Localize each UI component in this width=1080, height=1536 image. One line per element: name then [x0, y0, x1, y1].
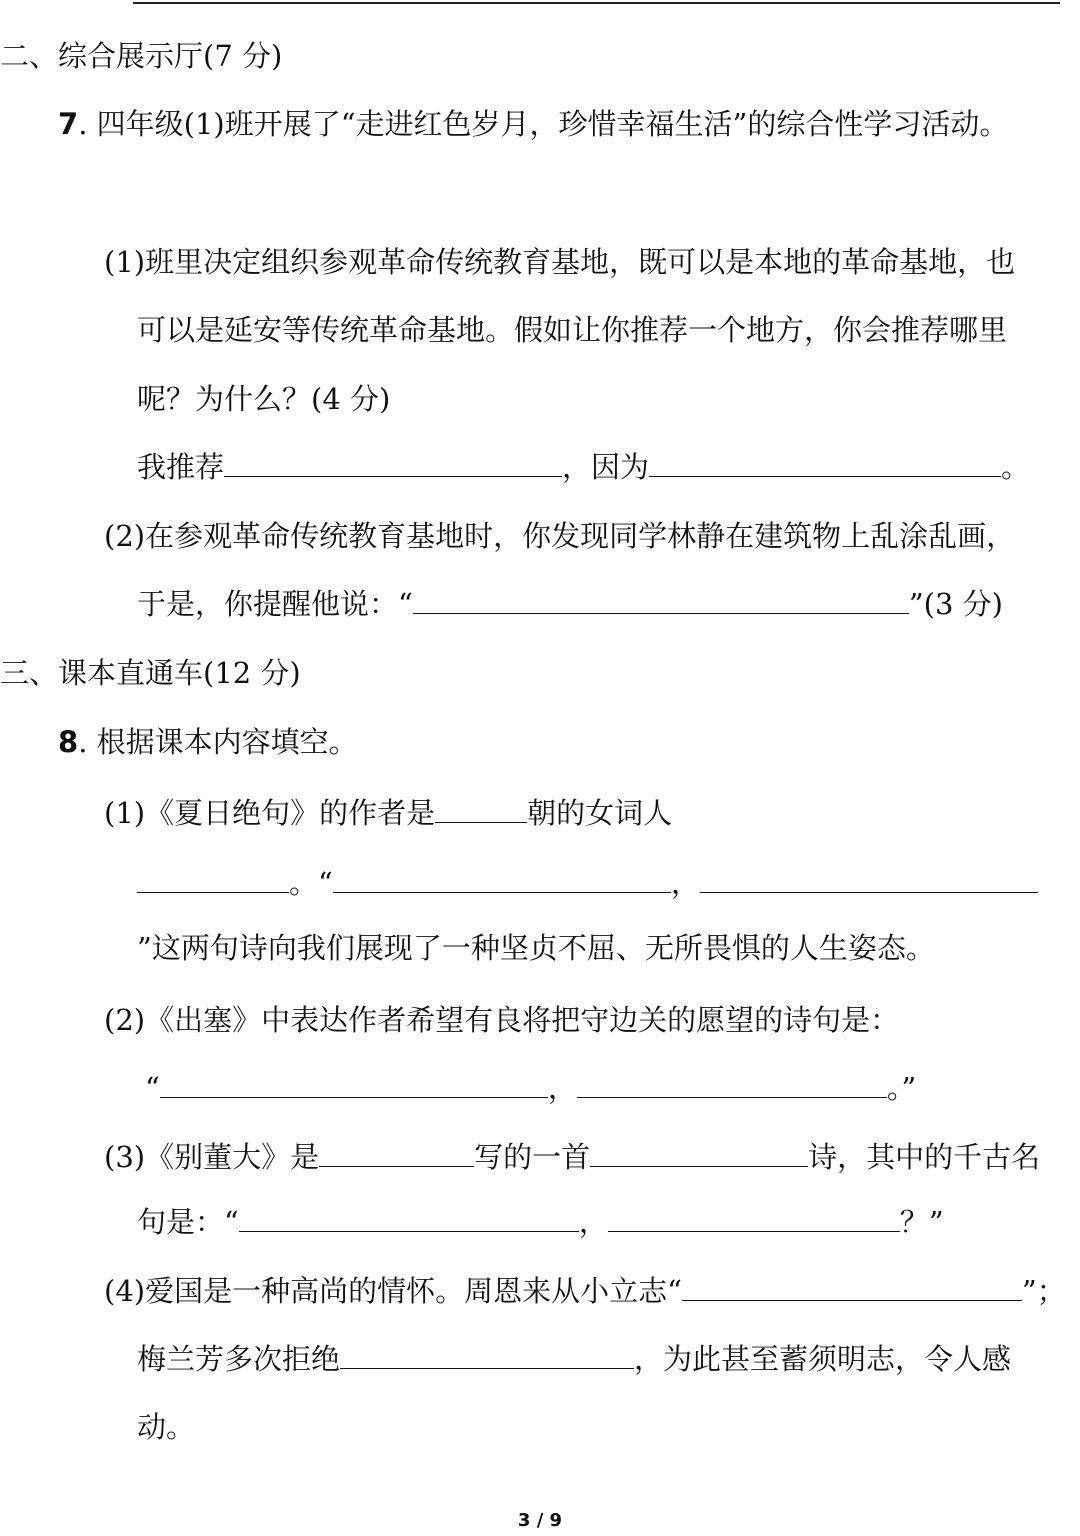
q8-part4-line2	[137, 1339, 1011, 1379]
q8-part1-line1	[104, 793, 672, 833]
q8-part3-verse1-blank[interactable]	[239, 1203, 579, 1232]
q8-part3-verse2-blank[interactable]	[608, 1203, 900, 1232]
q8-part2-close: 。”	[886, 1071, 917, 1105]
question-8-number: 8	[58, 725, 79, 759]
question-8-text: . 根据课本内容填空。	[78, 725, 358, 759]
q8-part2-verse1-blank[interactable]	[160, 1069, 548, 1098]
q8-part4-line3: 动。	[137, 1410, 196, 1444]
q8-part4-line1-prefix: (4)爱国是一种高尚的情怀。周恩来从小立志“	[104, 1274, 682, 1308]
q8-part3-line2	[137, 1202, 944, 1242]
q8-part1-line2-sep-a: 。“	[289, 866, 333, 900]
q8-part1-line2	[137, 863, 1038, 903]
q8-part3-author-blank[interactable]	[319, 1138, 474, 1167]
q8-part4-line1	[104, 1271, 1066, 1311]
q7-part1-answer-mid: ，因为	[562, 450, 650, 484]
q7-part1-answer-line	[137, 447, 1030, 487]
q8-part1-line1-prefix: (1)《夏日绝句》的作者是	[104, 796, 436, 830]
q7-part1-recommend-blank[interactable]	[224, 448, 562, 477]
q8-part3-line1-prefix: (3)《别董大》是	[104, 1140, 320, 1174]
q8-part1-verse2-blank[interactable]	[700, 864, 1038, 893]
q8-part3-type-blank[interactable]	[590, 1138, 808, 1167]
q8-part3-line1	[104, 1137, 1040, 1177]
q8-part2-verse2-blank[interactable]	[577, 1069, 887, 1098]
q8-part2-comma: ，	[547, 1071, 577, 1105]
q8-part1-dynasty-blank[interactable]	[435, 794, 527, 823]
q8-part2-line1: (2)《出塞》中表达作者希望有良将把守边关的愿望的诗句是：	[104, 1003, 900, 1037]
question-7-number: 7	[58, 107, 79, 141]
q7-part2-reminder-blank[interactable]	[413, 585, 909, 614]
q7-part2-answer-end: ”(3 分)	[908, 587, 1003, 621]
question-7-text: . 四年级(1)班开展了“走进红色岁月，珍惜幸福生活”的综合性学习活动。	[78, 107, 1009, 141]
q7-part1-line3: 呢？为什么？(4 分)	[137, 382, 391, 416]
q8-part3-line1-suffix: 诗，其中的千古名	[808, 1140, 1041, 1174]
q8-part4-line2-suffix: ，为此甚至蓄须明志，令人感	[634, 1342, 1012, 1376]
q8-part1-line2-sep-b: ，	[670, 866, 700, 900]
section-3-heading: 三、课本直通车(12 分)	[0, 656, 301, 690]
section-2-heading: 二、综合展示厅(7 分)	[0, 39, 283, 73]
page-number: 3 / 9	[517, 1510, 563, 1531]
question-7-stem	[58, 104, 1008, 144]
q8-part2-open-quote: “	[145, 1071, 160, 1105]
q8-part3-line2-comma: ，	[578, 1205, 608, 1239]
q8-part4-line2-prefix: 梅兰芳多次拒绝	[137, 1342, 341, 1376]
top-divider-line	[133, 2, 1060, 4]
q7-part2-answer-prefix: 于是，你提醒他说：“	[137, 587, 413, 621]
q7-part1-answer-end: 。	[1001, 450, 1031, 484]
q7-part2-answer-line	[137, 584, 1003, 624]
q8-part3-line2-end: ？”	[899, 1205, 944, 1239]
q8-part4-line1-suffix: ”；	[1021, 1274, 1066, 1308]
q8-part1-line1-suffix: 朝的女词人	[527, 796, 673, 830]
q7-part1-line2: 可以是延安等传统革命基地。假如让你推荐一个地方，你会推荐哪里	[137, 313, 1008, 347]
q7-part2-line1: (2)在参观革命传统教育基地时，你发现同学林静在建筑物上乱涂乱画，	[104, 519, 1016, 553]
q8-part3-line1-mid: 写的一首	[474, 1140, 591, 1174]
q7-part1-line1: (1)班里决定组织参观革命传统教育基地，既可以是本地的革命基地，也	[104, 245, 1016, 279]
q8-part2-answer-line	[145, 1068, 916, 1108]
q8-part1-author-blank[interactable]	[137, 864, 289, 893]
q7-part1-reason-blank[interactable]	[649, 448, 1001, 477]
q8-part1-verse1-blank[interactable]	[333, 864, 671, 893]
q8-part3-line2-prefix: 句是：“	[137, 1205, 239, 1239]
question-8-stem	[58, 722, 358, 762]
q7-part1-answer-prefix: 我推荐	[137, 450, 225, 484]
q8-part4-motto-blank[interactable]	[682, 1272, 1022, 1301]
q8-part1-line3: ”这两句诗向我们展现了一种坚贞不屈、无所畏惧的人生姿态。	[137, 931, 935, 965]
q8-part4-refusal-blank[interactable]	[340, 1340, 634, 1369]
